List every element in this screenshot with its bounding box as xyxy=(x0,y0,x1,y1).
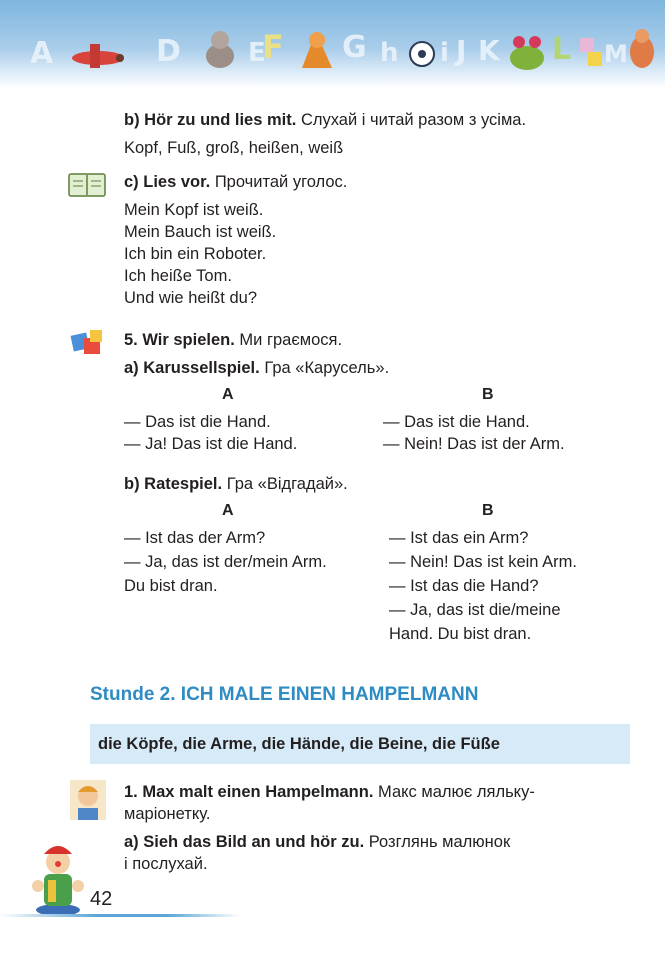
banner-letter: D xyxy=(156,34,181,69)
exercise-5b-col-b-line: — Ist das die Hand? xyxy=(389,577,539,595)
exercise-1a-heading-line xyxy=(124,832,510,852)
bird-icon xyxy=(624,26,660,74)
exercise-5b-col-a-line: Du bist dran. xyxy=(124,577,218,595)
exercise-1-heading: 1. Max malt einen Hampelmann. xyxy=(124,783,374,801)
exercise-1-instruction: Макс малює ляльку- xyxy=(378,783,535,801)
exercise-5b-instruction: Гра «Відгадай». xyxy=(226,475,348,493)
banner-letter: G xyxy=(342,30,367,65)
exercise-5b-column-b-label: B xyxy=(482,502,494,519)
banner-letter: L xyxy=(552,32,572,67)
vocabulary-text: die Köpfe, die Arme, die Hände, die Beine, die Füße xyxy=(98,735,500,753)
page-number: 42 xyxy=(90,888,113,910)
vocabulary-band xyxy=(90,724,630,764)
exercise-5-heading-line xyxy=(124,330,342,350)
header-banner xyxy=(0,0,665,88)
exercise-c-instruction: Прочитай уголос. xyxy=(214,173,348,191)
fox-icon xyxy=(296,24,338,72)
exercise-5a-column-a-label: A xyxy=(222,386,234,403)
banner-letter: F xyxy=(262,28,284,66)
banner-letter: K xyxy=(478,34,500,67)
exercise-1-heading-line xyxy=(124,782,535,802)
exercise-b-words: Kopf, Fuß, groß, heißen, weiß xyxy=(124,139,344,157)
exercise-5b-column-a-label: A xyxy=(222,502,234,519)
exercise-c-line: Ich bin ein Roboter. xyxy=(124,245,267,263)
exercise-b-heading-line xyxy=(124,110,526,130)
exercise-5a-heading-line xyxy=(124,358,389,378)
exercise-5a-instruction: Гра «Карусель». xyxy=(264,359,390,377)
exercise-5a-col-a-line: — Das ist die Hand. xyxy=(124,413,271,431)
exercise-1a-heading: a) Sieh das Bild an und hör zu. xyxy=(124,833,365,851)
exercise-5b-col-a-line: — Ist das der Arm? xyxy=(124,529,266,547)
dog-icon xyxy=(200,28,240,72)
exercise-5a-col-b-line: — Das ist die Hand. xyxy=(383,413,530,431)
blocks-icon xyxy=(70,328,106,358)
exercise-c-line: Mein Kopf ist weiß. xyxy=(124,201,264,219)
banner-letter: J xyxy=(456,34,467,67)
clown-mascot-icon xyxy=(26,840,90,918)
exercise-5b-col-b-line: Hand. Du bist dran. xyxy=(389,625,532,643)
exercise-b-heading: b) Hör zu und lies mit. xyxy=(124,111,297,129)
exercise-c-line: Und wie heißt du? xyxy=(124,289,257,307)
exercise-5b-heading-line xyxy=(124,474,348,494)
exercise-5b-heading: b) Ratespiel. xyxy=(124,475,223,493)
ball-icon xyxy=(408,40,436,68)
exercise-c-line: Mein Bauch ist weiß. xyxy=(124,223,277,241)
exercise-c-heading-line xyxy=(124,172,347,192)
exercise-5b-col-b-line: — Ja, das ist die/meine xyxy=(389,601,561,619)
footer-divider xyxy=(0,914,240,917)
exercise-1a-instruction: Розглянь малюнок xyxy=(368,833,511,851)
exercise-1a-instruction-cont: і послухай. xyxy=(124,855,208,873)
exercise-1-instruction-cont: маріонетку. xyxy=(124,805,211,823)
exercise-5-instruction: Ми граємося. xyxy=(239,331,343,349)
banner-letter: M xyxy=(604,40,628,68)
section-title: Stunde 2. ICH MALE EINEN HAMPELMANN xyxy=(90,684,479,705)
exercise-5a-col-b-line: — Nein! Das ist der Arm. xyxy=(383,435,565,453)
exercise-5a-heading: a) Karussellspiel. xyxy=(124,359,260,377)
exercise-5a-col-a-line: — Ja! Das ist die Hand. xyxy=(124,435,298,453)
banner-letter: i xyxy=(440,38,449,68)
banner-letter: E xyxy=(248,38,266,68)
exercise-b-instruction: Слухай і читай разом з усіма. xyxy=(300,111,527,129)
exercise-c-heading: c) Lies vor. xyxy=(124,173,211,191)
banner-letter: h xyxy=(380,38,399,68)
frog-icon xyxy=(506,30,548,72)
exercise-5a-column-b-label: B xyxy=(482,386,494,403)
exercise-c-line: Ich heiße Tom. xyxy=(124,267,232,285)
book-icon xyxy=(68,172,106,198)
exercise-5b-col-a-line: — Ja, das ist der/mein Arm. xyxy=(124,553,327,571)
exercise-5-heading: 5. Wir spielen. xyxy=(124,331,235,349)
plane-icon xyxy=(68,40,130,70)
exercise-5b-col-b-line: — Ist das ein Arm? xyxy=(389,529,529,547)
boy-avatar-icon xyxy=(70,780,106,820)
shapes-icon xyxy=(576,34,606,70)
exercise-5b-col-b-line: — Nein! Das ist kein Arm. xyxy=(389,553,577,571)
banner-letter: A xyxy=(30,36,54,71)
